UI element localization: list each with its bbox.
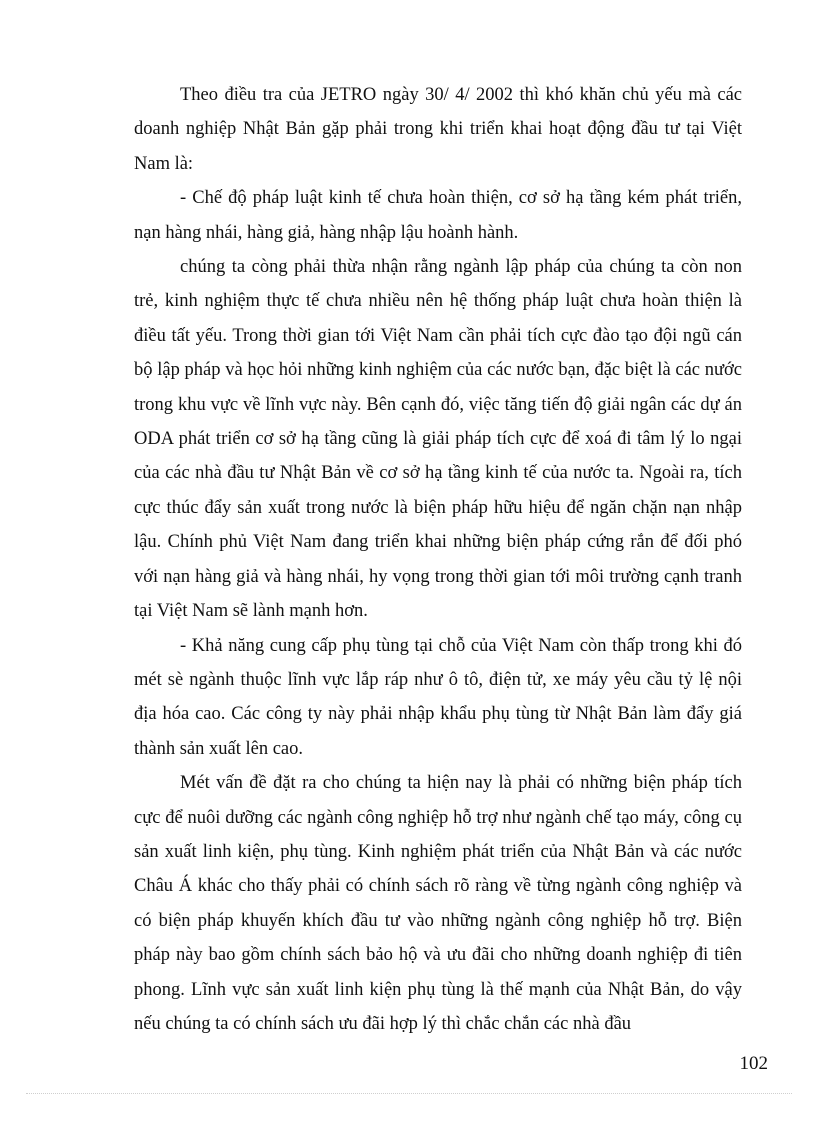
- paragraph-parts-supply: - Khả năng cung cấp phụ tùng tại chỗ của Việt Nam còn thấp trong khi đó mét sè ngành thuộc lĩnh vực lắp ráp như ô tô, điện tử, xe máy yêu cầu tỷ lệ nội địa hóa cao. Các công ty này phải nhập khẩu phụ tùng từ Nhật Bản làm đẩy giá thành sản xuất lên cao.: [134, 635, 742, 759]
- body-text: [134, 78, 742, 1041]
- paragraph-supporting-industries: Mét vấn đề đặt ra cho chúng ta hiện nay là phải có những biện pháp tích cực để nuôi dưỡng các ngành công nghiệp hỗ trợ như ngành chế tạo máy, công cụ sản xuất linh kiện, phụ tùng. Kinh nghiệm phát triển của Nhật Bản và các nước Châu Á khác cho thấy phải có chính sách rõ ràng về từng ngành công nghiệp và có biện pháp khuyến khích đầu tư vào những ngành công nghiệp hỗ trợ. Biện pháp này bao gồm chính sách bảo hộ và ưu đãi cho những doanh nghiệp đi tiên phong. Lĩnh vực sản xuất linh kiện phụ tùng là thế mạnh của Nhật Bản, do vậy nếu chúng ta có chính sách ưu đãi hợp lý thì chắc chắn các nhà đầu: [134, 773, 742, 1034]
- paragraph-legal-infrastructure: - Chế độ pháp luật kinh tế chưa hoàn thiện, cơ sở hạ tầng kém phát triển, nạn hàng nhái, hàng giả, hàng nhập lậu hoành hành.: [134, 188, 742, 243]
- paragraph-jetro-survey: Theo điều tra của JETRO ngày 30/ 4/ 2002 thì khó khăn chủ yếu mà các doanh nghiệp Nhật Bản gặp phải trong khi triển khai hoạt động đầu tư tại Việt Nam là:: [134, 85, 742, 174]
- footer-divider: [26, 1093, 792, 1094]
- page-number: 102: [739, 1053, 768, 1074]
- paragraph-legislation: chúng ta còng phải thừa nhận rằng ngành lập pháp của chúng ta còn non trẻ, kinh nghiệm thực tế chưa nhiều nên hệ thống pháp luật chưa hoàn thiện là điều tất yếu. Trong thời gian tới Việt Nam cần phải tích cực đào tạo đội ngũ cán bộ lập pháp và học hỏi những kinh nghiệm của các nước bạn, đặc biệt là các nước trong khu vực về lĩnh vực này. Bên cạnh đó, việc tăng tiến độ giải ngân các dự án ODA phát triển cơ sở hạ tầng cũng là giải pháp tích cực để xoá đi tâm lý lo ngại của các nhà đầu tư Nhật Bản về cơ sở hạ tầng kinh tế của nước ta. Ngoài ra, tích cực thúc đẩy sản xuất trong nước là biện pháp hữu hiệu để ngăn chặn nạn nhập lậu. Chính phủ Việt Nam đang triển khai những biện pháp cứng rắn để đối phó với nạn hàng giả và hàng nhái, hy vọng trong thời gian tới môi trường cạnh tranh tại Việt Nam sẽ lành mạnh hơn.: [134, 257, 742, 622]
